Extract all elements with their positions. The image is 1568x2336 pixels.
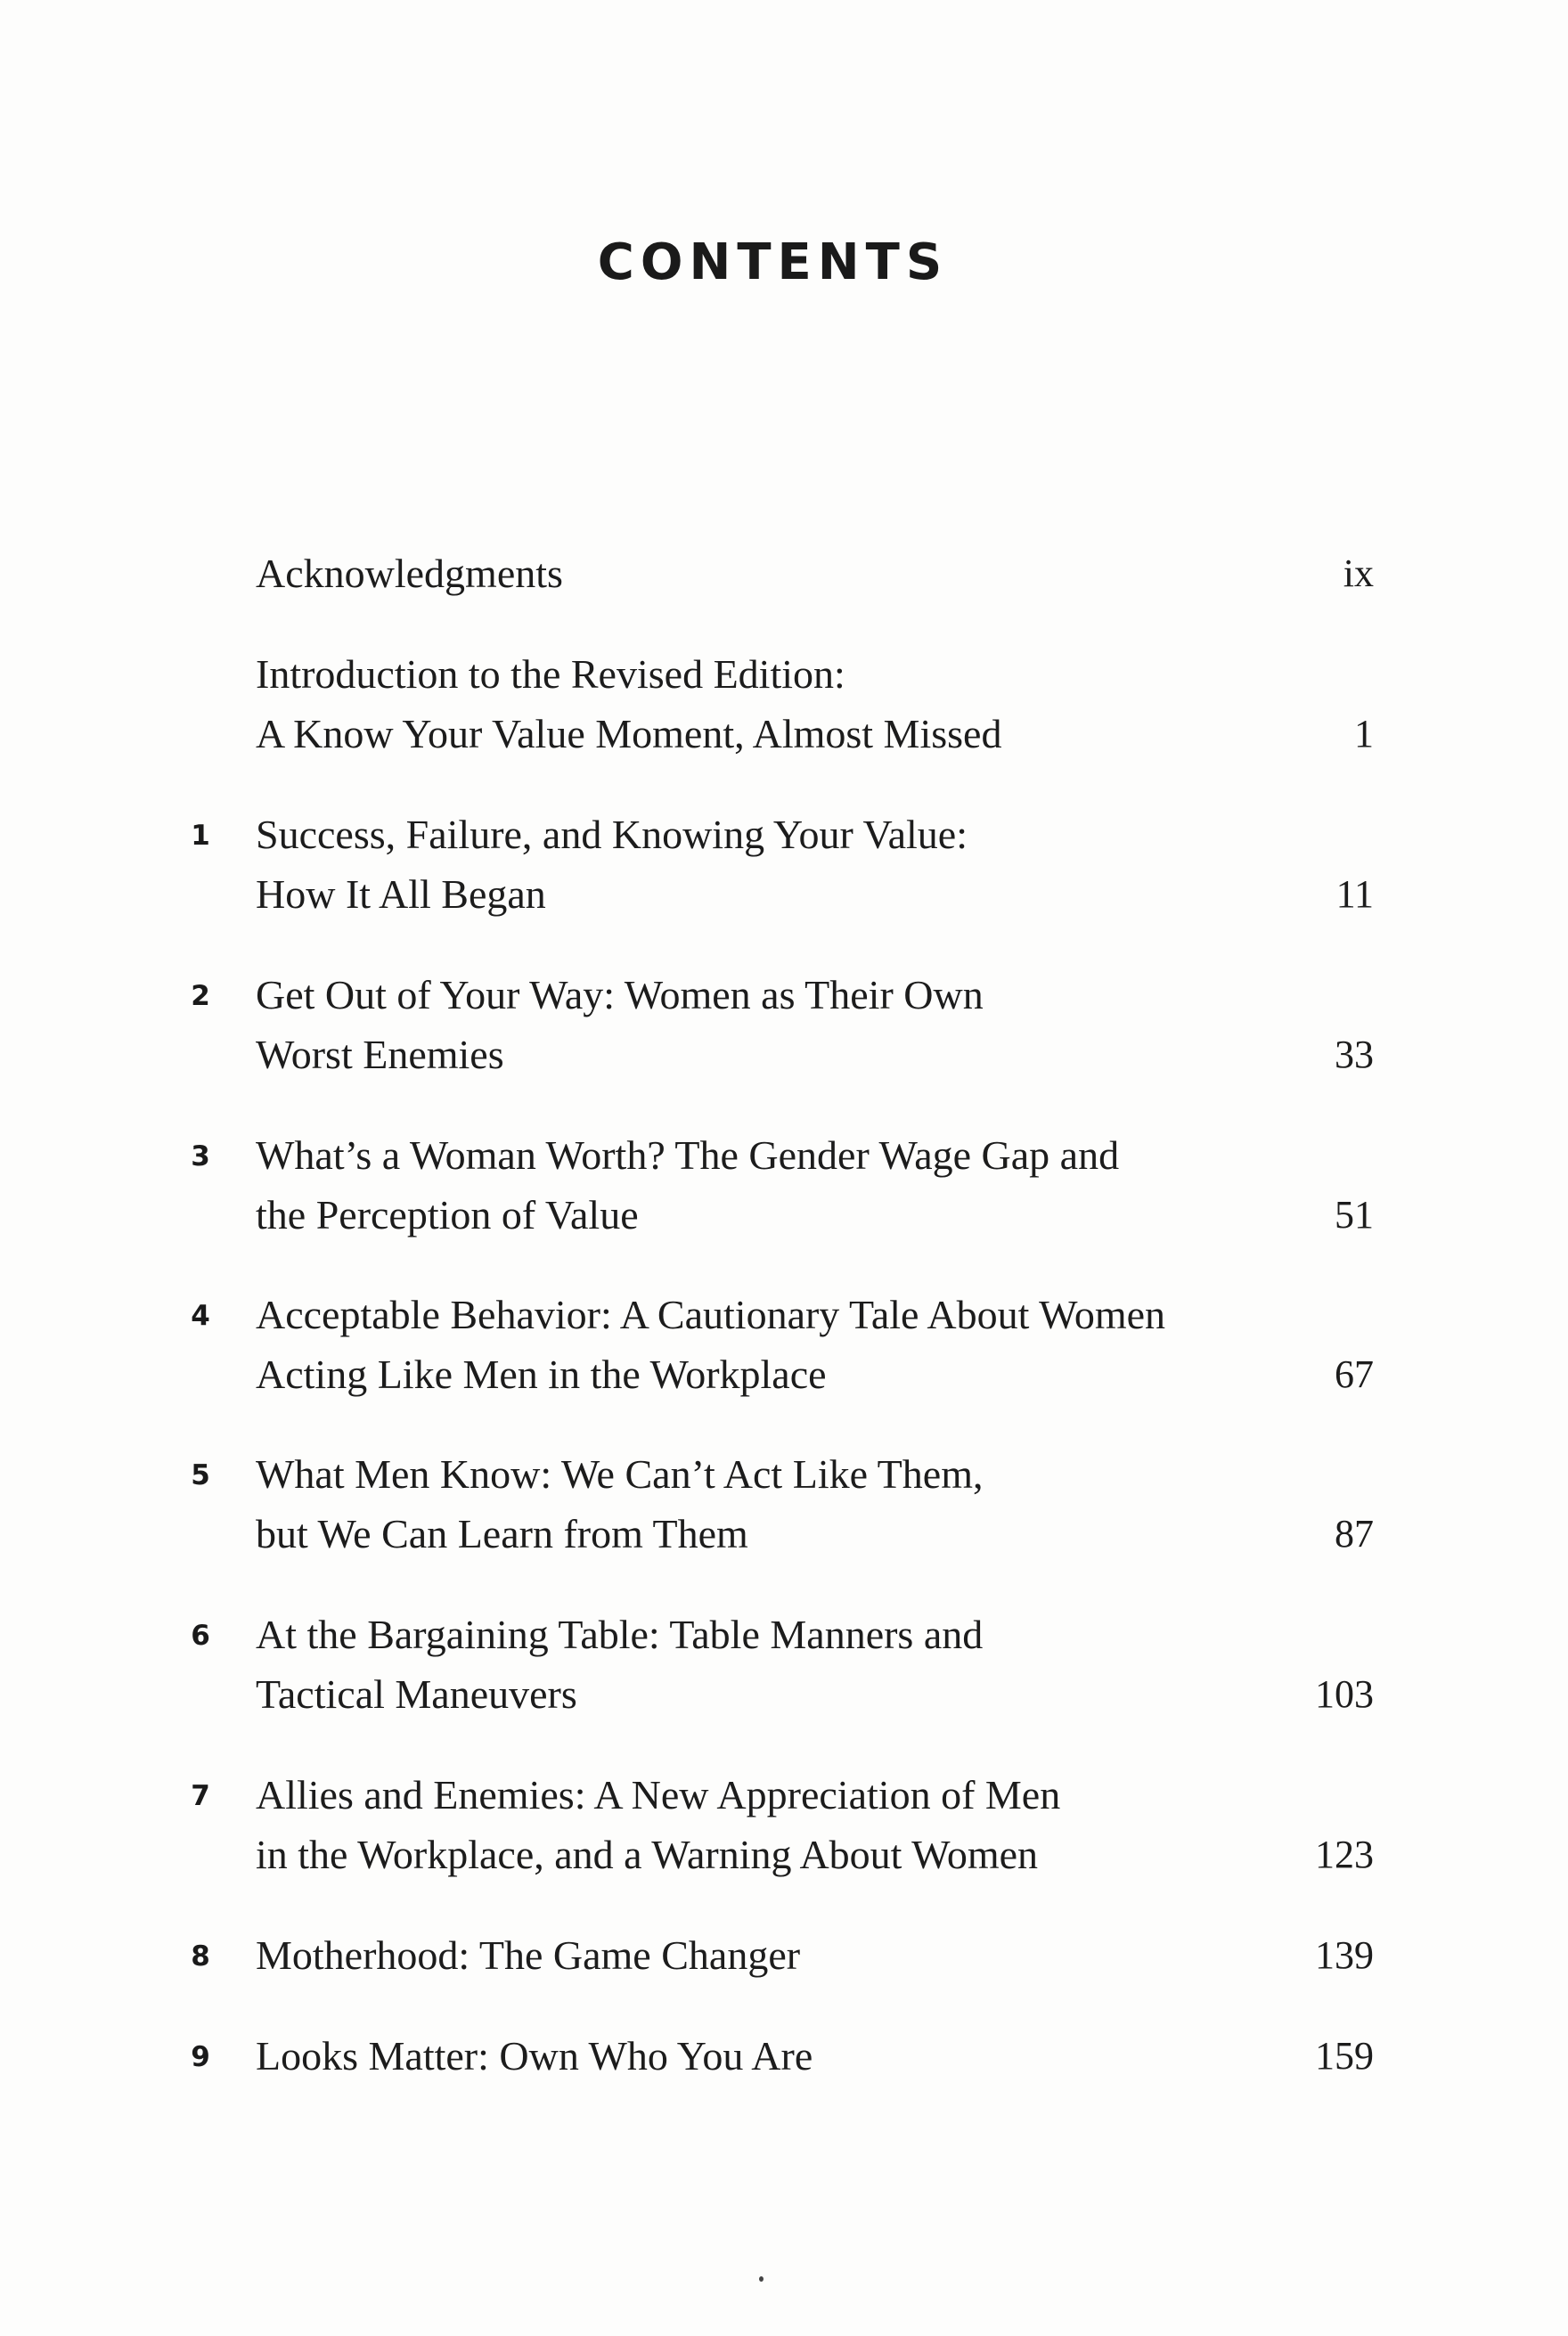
page-number: 103 (1315, 1672, 1374, 1716)
page-number: 87 (1335, 1512, 1374, 1556)
chapter-number: 1 (191, 820, 210, 852)
entry-title-line: in the Workplace, and a Warning About Women (256, 1832, 1039, 1877)
entry-title-line: Introduction to the Revised Edition: (256, 651, 845, 697)
entry-title-line: What’s a Woman Worth? The Gender Wage Gap and (256, 1132, 1120, 1178)
page-number: ix (1343, 551, 1374, 595)
page-number: 33 (1335, 1033, 1374, 1076)
entry-title (256, 1125, 1325, 1245)
entry-title (256, 1605, 1325, 1724)
entry-title (256, 1925, 1325, 1985)
entry-title-line: Motherhood: The Game Changer (256, 1932, 801, 1978)
chapter-number: 9 (191, 2041, 210, 2073)
entry-title (256, 1765, 1325, 1884)
entry-title-line: Tactical Maneuvers (256, 1671, 577, 1717)
entry-title-line: At the Bargaining Table: Table Manners and (256, 1612, 984, 1657)
chapter-number: 6 (191, 1620, 210, 1652)
entry-title-line: Acting Like Men in the Workplace (256, 1352, 827, 1397)
entry-title-line: Acknowledgments (256, 551, 563, 596)
entry-title (256, 805, 1325, 924)
entry-title-line: A Know Your Value Moment, Almost Missed (256, 711, 1002, 756)
entry-title (256, 1285, 1325, 1404)
chapter-number: 3 (191, 1140, 210, 1172)
entry-title (256, 543, 1325, 603)
page-number: 51 (1335, 1193, 1374, 1237)
entry-title-line: Worst Enemies (256, 1032, 504, 1077)
page-number: 159 (1315, 2034, 1374, 2078)
page-number: 67 (1335, 1352, 1374, 1396)
chapter-number: 5 (191, 1459, 210, 1491)
entry-title (256, 965, 1325, 1084)
page-number: 123 (1315, 1833, 1374, 1876)
page-number: 11 (1335, 872, 1374, 916)
entry-title-line: Looks Matter: Own Who You Are (256, 2033, 813, 2079)
entry-title (256, 644, 1325, 764)
entry-title-line: Success, Failure, and Knowing Your Value: (256, 812, 968, 857)
page-number: 1 (1354, 712, 1374, 756)
entry-title-line: but We Can Learn from Them (256, 1511, 748, 1556)
entry-title (256, 1444, 1325, 1564)
page-number: 139 (1315, 1933, 1374, 1977)
entry-title-line: the Perception of Value (256, 1192, 639, 1237)
entry-title-line: How It All Began (256, 871, 546, 917)
entry-title (256, 2026, 1325, 2086)
scan-speck (759, 2276, 764, 2282)
page-title: CONTENTS (597, 233, 949, 291)
entry-title-line: Allies and Enemies: A New Appreciation of Men (256, 1772, 1061, 1817)
entry-title-line: Acceptable Behavior: A Cautionary Tale About Women (256, 1292, 1166, 1337)
chapter-number: 7 (191, 1780, 210, 1812)
chapter-number: 2 (191, 980, 210, 1012)
chapter-number: 8 (191, 1940, 210, 1973)
chapter-number: 4 (191, 1300, 210, 1332)
entry-title-line: What Men Know: We Can’t Act Like Them, (256, 1451, 984, 1497)
entry-title-line: Get Out of Your Way: Women as Their Own (256, 972, 984, 1017)
